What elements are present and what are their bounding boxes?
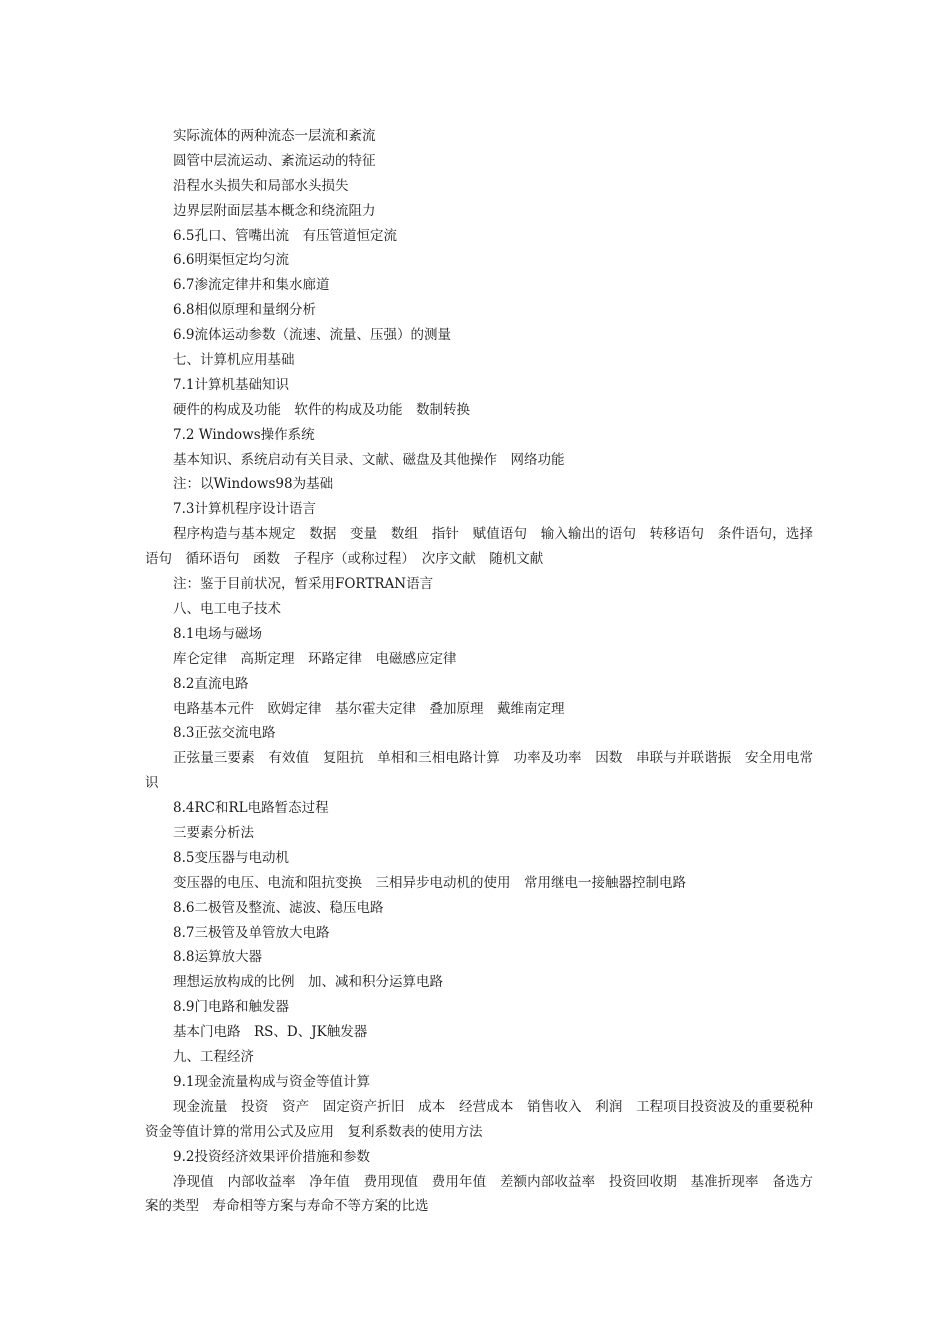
section-heading: 7.1计算机基础知识: [173, 376, 289, 393]
section-heading: 8.6二极管及整流、滤波、稳压电路: [173, 899, 384, 916]
section-heading: 8.3正弦交流电路: [173, 725, 276, 742]
chapter-heading: 七、计算机应用基础: [173, 352, 295, 369]
paragraph-ac-circuit: 正弦量三要素 有效值 复阻抗 单相和三相电路计算 功率及功率 因数 串联与并联谐振 安全用电常识: [145, 750, 813, 792]
section-heading: 6.7渗流定律井和集水廊道: [173, 277, 330, 294]
section-heading: 6.6明渠恒定均匀流: [173, 252, 289, 269]
note-line: 注：以Windows98为基础: [173, 476, 334, 493]
text-line: 变压器的电压、电流和阻抗变换 三相异步电动机的使用 常用继电一接触器控制电路: [173, 874, 686, 891]
section-heading: 8.5变压器与电动机: [173, 849, 289, 866]
text-line: 硬件的构成及功能 软件的构成及功能 数制转换: [173, 401, 470, 418]
text-line: 基本知识、系统启动有关目录、文献、磁盘及其他操作 网络功能: [173, 451, 565, 468]
text-line: 实际流体的两种流态一层流和紊流: [173, 128, 376, 144]
text-line: 三要素分析法: [173, 825, 254, 841]
paragraph-programming: 程序构造与基本规定 数据 变量 数组 指针 赋值语句 输入输出的语句 转移语句 条件语句，选择语句 循环语句 函数 子程序（或称过程） 次序文献 随机文献: [145, 526, 813, 568]
section-heading: 8.1电场与磁场: [173, 625, 262, 642]
text-line: 库仑定律 高斯定理 环路定律 电磁感应定律: [173, 650, 457, 667]
text-line: 圆管中层流运动、紊流运动的特征: [173, 152, 376, 169]
section-heading: 9.2投资经济效果评价措施和参数: [173, 1148, 370, 1165]
section-heading: 6.5孔口、管嘴出流 有压管道恒定流: [173, 227, 397, 244]
document-body: [145, 124, 827, 1219]
text-line: 边界层附面层基本概念和绕流阻力: [173, 202, 376, 219]
paragraph-evaluation: 净现值 内部收益率 净年值 费用现值 费用年值 差额内部收益率 投资回收期 基准折现率 备选方案的类型 寿命相等方案与寿命不等方案的比选: [145, 1173, 813, 1215]
section-heading: 8.4RC和RL电路暂态过程: [173, 800, 329, 817]
chapter-heading: 八、电工电子技术: [173, 600, 281, 617]
section-heading: 6.8相似原理和量纲分析: [173, 302, 316, 319]
section-heading: 7.2 Windows操作系统: [173, 426, 315, 443]
note-line: 注：鉴于目前状况，暂采用FORTRAN语言: [173, 576, 434, 593]
section-heading: 8.8运算放大器: [173, 949, 262, 966]
section-heading: 7.3计算机程序设计语言: [173, 501, 316, 518]
text-line: 理想运放构成的比例 加、减和积分运算电路: [173, 974, 443, 991]
paragraph-cash-flow: 现金流量 投资 资产 固定资产折旧 成本 经营成本 销售收入 利润 工程项目投资波及的重要税种 资金等值计算的常用公式及应用 复利系数表的使用方法: [145, 1098, 827, 1140]
text-line: 电路基本元件 欧姆定律 基尔霍夫定律 叠加原理 戴维南定理: [173, 700, 565, 717]
section-heading: 9.1现金流量构成与资金等值计算: [173, 1073, 370, 1090]
section-heading: 8.7三极管及单管放大电路: [173, 924, 330, 941]
section-heading: 8.9门电路和触发器: [173, 999, 289, 1016]
text-line: 基本门电路 RS、D、JK触发器: [173, 1024, 368, 1041]
section-heading: 8.2直流电路: [173, 675, 249, 692]
text-line: 沿程水头损失和局部水头损失: [173, 177, 349, 194]
chapter-heading: 九、工程经济: [173, 1049, 254, 1066]
section-heading: 6.9流体运动参数（流速、流量、压强）的测量: [173, 327, 451, 344]
